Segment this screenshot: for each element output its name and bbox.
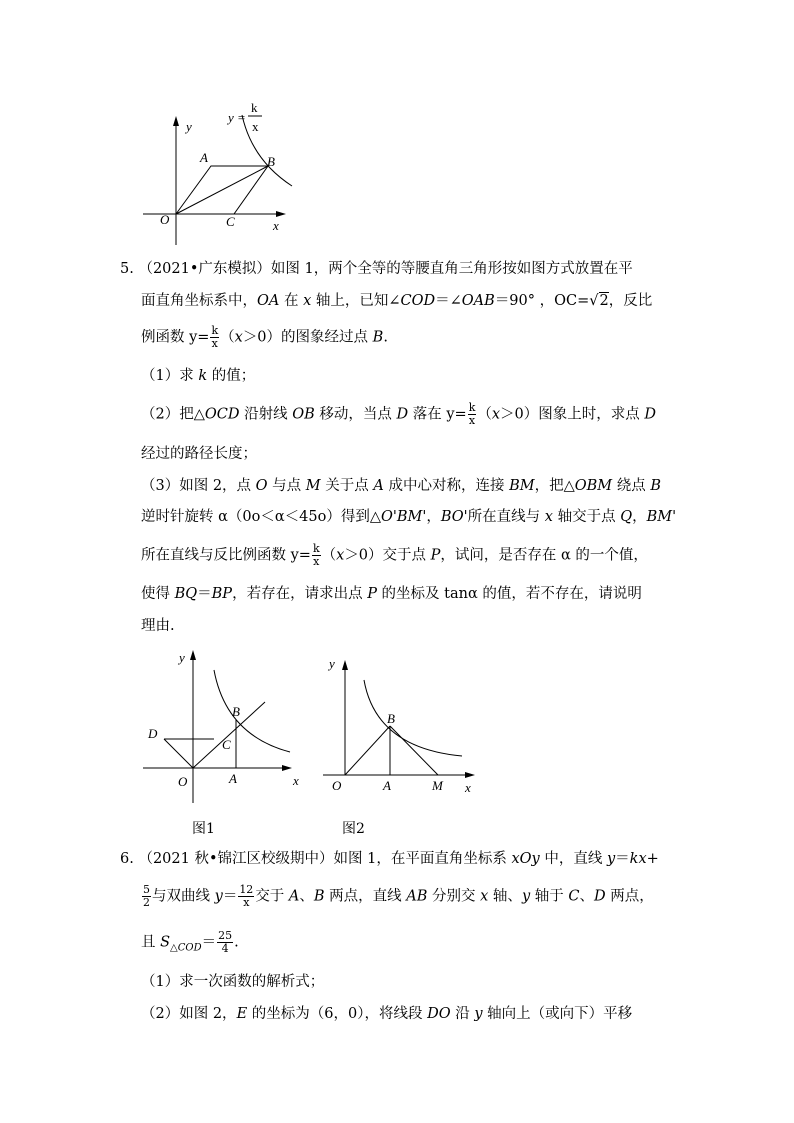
q5-line-3: 例函数 y= $\frac{k}{x}$ （x＞0）的图象经过点 B. <box>141 324 388 350</box>
label-y: y <box>186 119 192 134</box>
fig2-label-x: x <box>465 780 471 795</box>
q5-line-1: 5. （2021•广东模拟）如图 1，两个全等的等腰直角三角形按如图方式放置在平 <box>120 261 633 277</box>
fraction-12-over-x: $\frac{12}{x}$ <box>239 883 254 909</box>
fig2-label-b: B <box>387 711 395 726</box>
fig2-hyperbola <box>364 680 462 756</box>
label-c: C <box>226 214 235 229</box>
q5-part-3-line-3: 所在直线与反比例函数 y= $\frac{k}{x}$ （x＞0）交于点 P，试问，是否存在 α 的一个值， <box>141 542 648 568</box>
q6-part-2: （2）如图 2，E 的坐标为（6，0），将线段 DO 沿 y 轴向上（或向下）平移 <box>141 1006 633 1022</box>
q5-part-3-line-5: 理由. <box>141 618 175 634</box>
fraction-k-over-x: $\frac{k}{x}$ <box>211 324 219 350</box>
fig1-label-b: B <box>232 704 240 719</box>
q6-line-3: 且 $S_{\triangle COD}=$ $\frac{25}{4}$ . <box>141 929 239 955</box>
fig2-label-o: O <box>332 778 342 793</box>
y-axis-arrow <box>173 116 179 126</box>
q5-part-2-cont: 经过的路径长度； <box>141 446 257 462</box>
q5-part-3-line-2: 逆时针旋转 α（0o＜α＜45o）得到△O'BM'，BO'所在直线与 x 轴交于点 Q，BM' <box>141 509 677 525</box>
fig1-label-y: y <box>179 650 185 665</box>
figure-2 <box>323 656 475 795</box>
label-b: B <box>267 154 275 169</box>
q6-part-1: （1）求一次函数的解析式； <box>141 974 325 990</box>
fig2-segment-ob <box>345 726 390 775</box>
q5-part-3-line-4: 使得 BQ＝BP，若存在，请求出点 P 的坐标及 tanα 的值，若不存在，请说明 <box>141 586 642 602</box>
q5-part-2: （2）把△OCD 沿射线 OB 移动，当点 D 落在 y= $\frac{k}{x}$ （x＞0）图象上时，求点 D <box>141 401 657 427</box>
q5-line-2: 面直角坐标系中，OA 在 x 轴上，已知∠COD＝∠OAB＝90° ，OC=√2，反比 <box>141 293 653 309</box>
q6-line-1: 6. （2021 秋•锦江区校级期中）如图 1，在平面直角坐标系 xOy 中，直线 y＝kx+ <box>120 851 659 867</box>
fig1-segment-do <box>164 739 193 768</box>
fig1-caption: 图1 <box>192 821 215 837</box>
fig1-x-arrow <box>282 765 292 771</box>
curve-formula-num: k <box>251 100 258 115</box>
curve-formula-den: x <box>252 119 259 134</box>
fraction-k-over-x: $\frac{k}{x}$ <box>312 542 320 568</box>
fig1-label-x: x <box>293 773 299 788</box>
fig1-label-d: D <box>148 726 158 741</box>
fig2-label-a: A <box>383 778 391 793</box>
q5-part-1: （1）求 k 的值； <box>141 368 256 384</box>
fig1-line-ob <box>193 702 265 768</box>
q6-number: 6. <box>120 851 134 867</box>
label-o: O <box>160 212 170 227</box>
figure-top <box>0 0 794 250</box>
label-x: x <box>273 218 279 233</box>
q5-part-3-line-1: （3）如图 2，点 O 与点 M 关于点 A 成中心对称，连接 BM，把△OBM 绕点 B <box>141 478 661 494</box>
figure-1 <box>143 650 299 803</box>
fig2-label-y: y <box>329 656 335 671</box>
q5-source: （2021•广东模拟） <box>138 261 271 277</box>
label-a: A <box>200 150 208 165</box>
fig2-caption: 图2 <box>342 821 365 837</box>
fig1-y-arrow <box>190 650 196 660</box>
fig2-y-arrow <box>342 660 348 670</box>
sqrt-value: 2 <box>599 293 609 309</box>
fig1-label-a: A <box>229 771 237 786</box>
fraction-25-over-4: $\frac{25}{4}$ <box>218 929 233 955</box>
fig2-label-m: M <box>432 778 443 793</box>
curve-formula-lhs: y = <box>228 110 246 125</box>
q5-number: 5. <box>120 261 134 277</box>
q6-line-2: $\frac{5}{2}$ 与双曲线 y＝ $\frac{12}{x}$ 交于 A、B 两点，直线 AB 分别交 x 轴、y 轴于 C、D 两点， <box>143 883 654 909</box>
fig1-label-o: O <box>178 774 188 789</box>
segment-ob <box>176 166 268 214</box>
fraction-k-over-x: $\frac{k}{x}$ <box>468 401 476 427</box>
fig2-x-arrow <box>465 772 475 778</box>
x-axis-arrow <box>276 211 286 217</box>
q6-source: （2021 秋•锦江区校级期中） <box>138 851 334 867</box>
fig1-label-c: C <box>222 737 231 752</box>
fraction-5-over-2: $\frac{5}{2}$ <box>143 883 150 909</box>
figure-1-and-2 <box>0 640 794 860</box>
